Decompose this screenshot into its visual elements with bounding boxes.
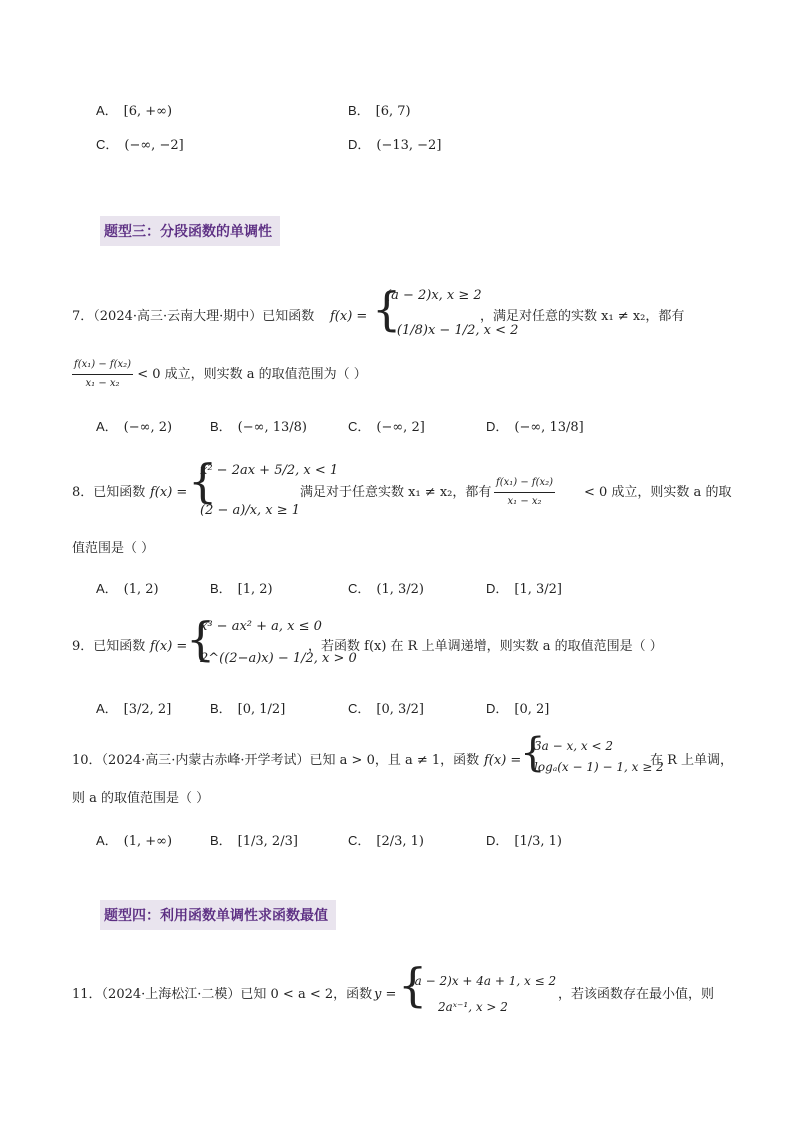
q7-line2 <box>72 356 367 393</box>
fraction-denominator: x₁ − x₂ <box>85 378 120 389</box>
option-label: B． <box>210 833 232 848</box>
option-value: (−∞, 13/8) <box>237 420 307 435</box>
q8-fx: f(x) = <box>150 485 188 500</box>
option-value: [1, 2) <box>237 582 273 597</box>
q7-case1: (a − 2)x, x ≥ 2 <box>386 288 482 303</box>
section-heading-3: 题型三：分段函数的单调性 <box>100 216 280 246</box>
q9-option-c <box>348 698 424 717</box>
q8-option-b <box>210 578 273 597</box>
q7-option-b <box>210 416 307 435</box>
q8-prefix: 8．已知函数 <box>72 485 146 500</box>
q11-case2: 2aˣ⁻¹, x > 2 <box>438 1000 508 1014</box>
option-value: [0, 2] <box>514 702 550 717</box>
option-label: A． <box>96 581 118 596</box>
option-value: [0, 1/2] <box>237 702 286 717</box>
q11-prefix: 11．（2024·上海松江·二模）已知 0 < a < 2，函数 <box>72 987 373 1002</box>
q8-mid: 满足对于任意实数 x₁ ≠ x₂，都有 <box>300 485 492 500</box>
option-label: C． <box>348 833 371 848</box>
option-label: D． <box>486 581 509 596</box>
q10-prefix: 10．（2024·高三·内蒙古赤峰·开学考试）已知 a > 0，且 a ≠ 1，函数 <box>72 753 480 768</box>
q10-case1: 3a − x, x < 2 <box>534 739 613 753</box>
q9-option-a <box>96 698 171 717</box>
q9-suffix: ，若函数 f(x) 在 R 上单调递增，则实数 a 的取值范围是（ ） <box>308 639 663 654</box>
q8-option-c <box>348 578 424 597</box>
option-value: [1, 3/2] <box>514 582 562 597</box>
option-label: B． <box>210 701 232 716</box>
option-value: (−13, −2] <box>376 138 442 153</box>
q8-frac-group <box>494 474 555 511</box>
option-value: (1, 3/2) <box>376 582 424 597</box>
option-label: C． <box>348 581 371 596</box>
q10-suffix: 在 R 上单调， <box>650 753 734 768</box>
q7-option-c <box>348 416 425 435</box>
q9-case2: 2^((2−a)x) − 1/2, x > 0 <box>200 651 357 666</box>
option-value: [2/3, 1) <box>376 834 424 849</box>
option-value: (1, 2) <box>123 582 159 597</box>
option-label: C． <box>348 701 371 716</box>
option-label: A． <box>96 103 118 118</box>
q10-option-a <box>96 830 172 849</box>
q7-case2: −(1/8)x − 1/2, x < 2 <box>386 323 519 338</box>
option-label: B． <box>348 103 370 118</box>
option-value: [3/2, 2] <box>123 702 172 717</box>
q8-option-a <box>96 578 159 597</box>
q8-case2: (2 − a)/x, x ≥ 1 <box>200 503 301 518</box>
option-label: A． <box>96 701 118 716</box>
option-value: [6, 7) <box>375 104 411 119</box>
q9-prefix: 9．已知函数 <box>72 639 146 654</box>
q7-option-a <box>96 416 172 435</box>
q9-fx: f(x) = <box>150 639 188 654</box>
q9-brace: { <box>186 612 216 666</box>
option-value: (−∞, −2] <box>124 138 184 153</box>
option-value: (−∞, 13/8] <box>514 420 584 435</box>
option-label: A． <box>96 419 118 434</box>
q7-suffix: ，满足对任意的实数 x₁ ≠ x₂，都有 <box>480 309 685 324</box>
fraction-numerator: f(x₁) − f(x₂) <box>494 474 555 493</box>
q8-suffix: < 0 成立，则实数 a 的取 <box>584 485 732 500</box>
q6-option-d <box>348 134 441 153</box>
q9-case1: x³ − ax² + a, x ≤ 0 <box>200 619 322 634</box>
q8-fraction <box>494 474 555 511</box>
section-heading-4: 题型四：利用函数单调性求函数最值 <box>100 900 336 930</box>
option-label: D． <box>486 419 509 434</box>
q11-fx: y = <box>374 987 397 1002</box>
q11-brace: { <box>398 958 428 1012</box>
option-label: A． <box>96 833 118 848</box>
option-label: B． <box>210 419 232 434</box>
option-value: [1/3, 2/3] <box>237 834 298 849</box>
option-label: D． <box>348 137 371 152</box>
q6-option-c <box>96 134 184 153</box>
q10-fx: f(x) = <box>484 753 522 768</box>
q11-suffix: ，若该函数存在最小值，则 <box>558 987 715 1002</box>
q6-option-a <box>96 100 172 119</box>
q6-option-b <box>348 100 411 119</box>
q8-option-d <box>486 578 562 597</box>
fraction-denominator: x₁ − x₂ <box>507 496 542 507</box>
q7-prefix: 7．（2024·高三·云南大理·期中）已知函数 <box>72 309 315 324</box>
q10-brace: { <box>520 730 546 776</box>
q7-fx: f(x) = <box>330 309 368 324</box>
option-value: (−∞, 2) <box>123 420 173 435</box>
q8-case1: x² − 2ax + 5/2, x < 1 <box>200 463 339 478</box>
q7-line2-text: < 0 成立，则实数 a 的取值范围为（ ） <box>137 367 367 382</box>
q10-case2: logₐ(x − 1) − 1, x ≥ 2 <box>534 760 664 774</box>
option-label: C． <box>96 137 119 152</box>
q8-line2: 值范围是（ ） <box>72 541 155 556</box>
q10-option-d <box>486 830 562 849</box>
q7-fraction <box>72 356 133 393</box>
option-label: C． <box>348 419 371 434</box>
q8-brace: { <box>188 454 218 508</box>
q10-option-b <box>210 830 298 849</box>
option-label: B． <box>210 581 232 596</box>
option-value: [0, 3/2] <box>376 702 424 717</box>
option-value: [6, +∞) <box>123 104 173 119</box>
option-value: (−∞, 2] <box>376 420 425 435</box>
q9-option-d <box>486 698 549 717</box>
option-label: D． <box>486 701 509 716</box>
q10-option-c <box>348 830 424 849</box>
option-value: (1, +∞) <box>123 834 173 849</box>
q11-case1: (a − 2)x + 4a + 1, x ≤ 2 <box>410 974 557 988</box>
q7-brace: { <box>372 282 402 336</box>
q10-line2: 则 a 的取值范围是（ ） <box>72 791 210 806</box>
fraction-numerator: f(x₁) − f(x₂) <box>72 356 133 375</box>
option-value: [1/3, 1) <box>514 834 562 849</box>
q9-option-b <box>210 698 285 717</box>
option-label: D． <box>486 833 509 848</box>
q7-option-d <box>486 416 584 435</box>
